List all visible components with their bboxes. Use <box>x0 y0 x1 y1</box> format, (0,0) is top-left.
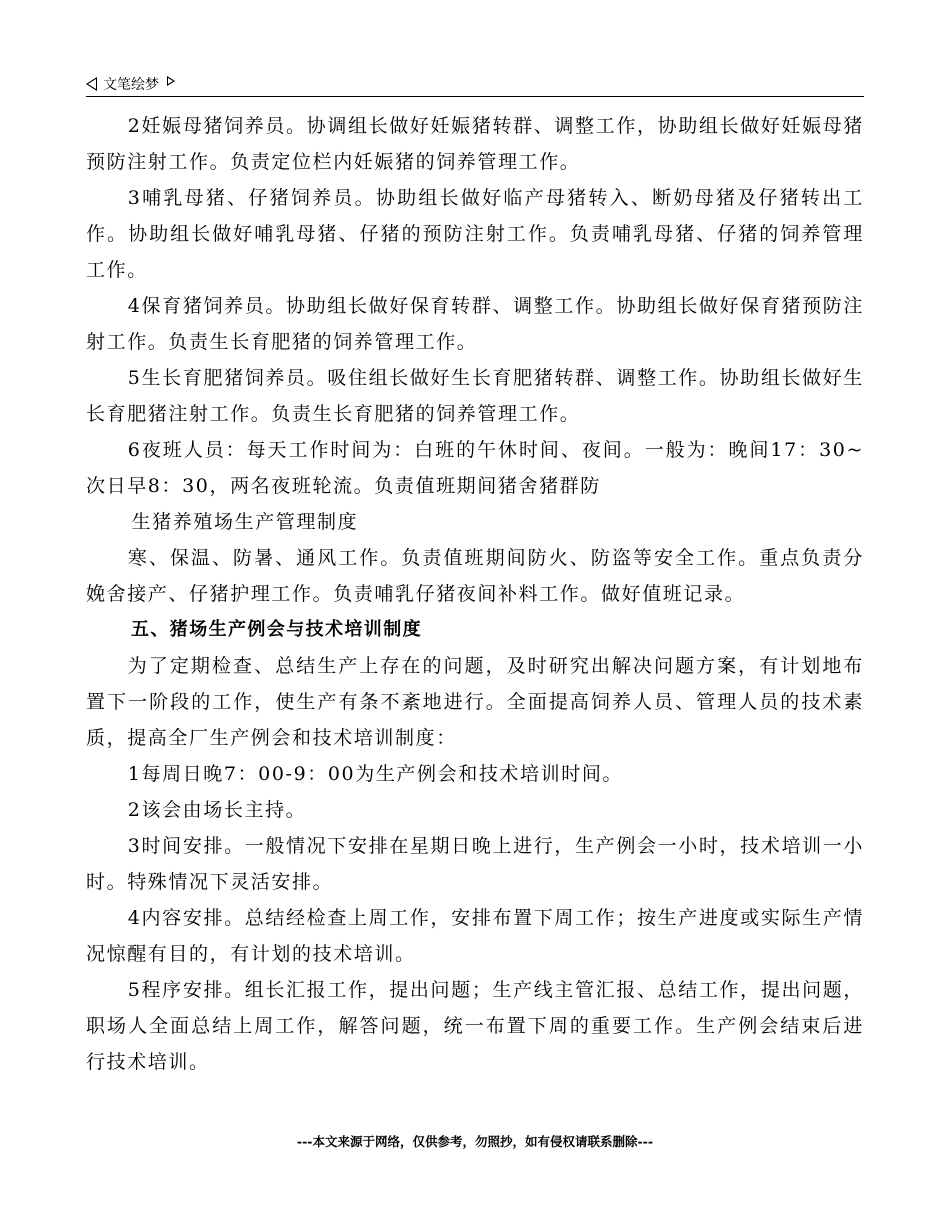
paragraph: 4内容安排。总结经检查上周工作，安排布置下周工作；按生产进度或实际生产情况惊醒有目的，有计划的技术培训。 <box>86 907 864 965</box>
inserted-document-title: 生猪养殖场生产管理制度 <box>131 511 359 533</box>
paragraph: 1每周日晚7：00-9：00为生产例会和技术培训时间。 <box>127 763 624 785</box>
paragraph: 6夜班人员：每天工作时间为：白班的午休时间、夜间。一般为：晚间17：30~次日早8：30，两名夜班轮流。负责值班期间猪舍猪群防 <box>86 439 864 497</box>
paragraph: 为了定期检查、总结生产上存在的问题，及时研究出解决问题方案，有计划地布置下一阶段的工作，使生产有条不紊地进行。全面提高饲养人员、管理人员的技术素质，提高全厂生产例会和技术培训制度： <box>86 655 864 749</box>
paragraph: 3哺乳母猪、仔猪饲养员。协助组长做好临产母猪转入、断奶母猪及仔猪转出工作。协助组长做好哺乳母猪、仔猪的预防注射工作。负责哺乳母猪、仔猪的饲养管理工作。 <box>86 187 864 281</box>
triangle-left-icon <box>86 77 97 91</box>
paragraph: 3时间安排。一般情况下安排在星期日晚上进行，生产例会一小时，技术培训一小时。特殊情况下灵活安排。 <box>86 835 864 893</box>
paragraph: 4保育猪饲养员。协助组长做好保育转群、调整工作。协助组长做好保育猪预防注射工作。负责生长育肥猪的饲养管理工作。 <box>86 295 864 353</box>
paragraph: 5生长育肥猪饲养员。吸住组长做好生长育肥猪转群、调整工作。协助组长做好生长育肥猪注射工作。负责生长育肥猪的饲养管理工作。 <box>86 367 864 425</box>
paragraph: 5程序安排。组长汇报工作，提出问题；生产线主管汇报、总结工作，提出问题，职场人全面总结上周工作，解答问题，统一布置下周的重要工作。生产例会结束后进行技术培训。 <box>86 979 864 1073</box>
page-header <box>86 72 864 97</box>
paragraph: 寒、保温、防暑、通风工作。负责值班期间防火、防盗等安全工作。重点负责分娩舍接产、仔猪护理工作。负责哺乳仔猪夜间补料工作。做好值班记录。 <box>86 547 864 605</box>
paragraph: 2妊娠母猪饲养员。协调组长做好妊娠猪转群、调整工作，协助组长做好妊娠母猪预防注射工作。负责定位栏内妊娠猪的饲养管理工作。 <box>86 115 864 173</box>
header-title: 文笔绘梦 <box>103 77 159 93</box>
triangle-right-icon <box>167 76 175 86</box>
document-body <box>86 108 864 1080</box>
page-footer: ---本文来源于网络，仅供参考，勿照抄，如有侵权请联系删除--- <box>296 1134 654 1149</box>
paragraph: 2该会由场长主持。 <box>127 799 307 821</box>
section-heading: 五、猪场生产例会与技术培训制度 <box>131 619 422 640</box>
